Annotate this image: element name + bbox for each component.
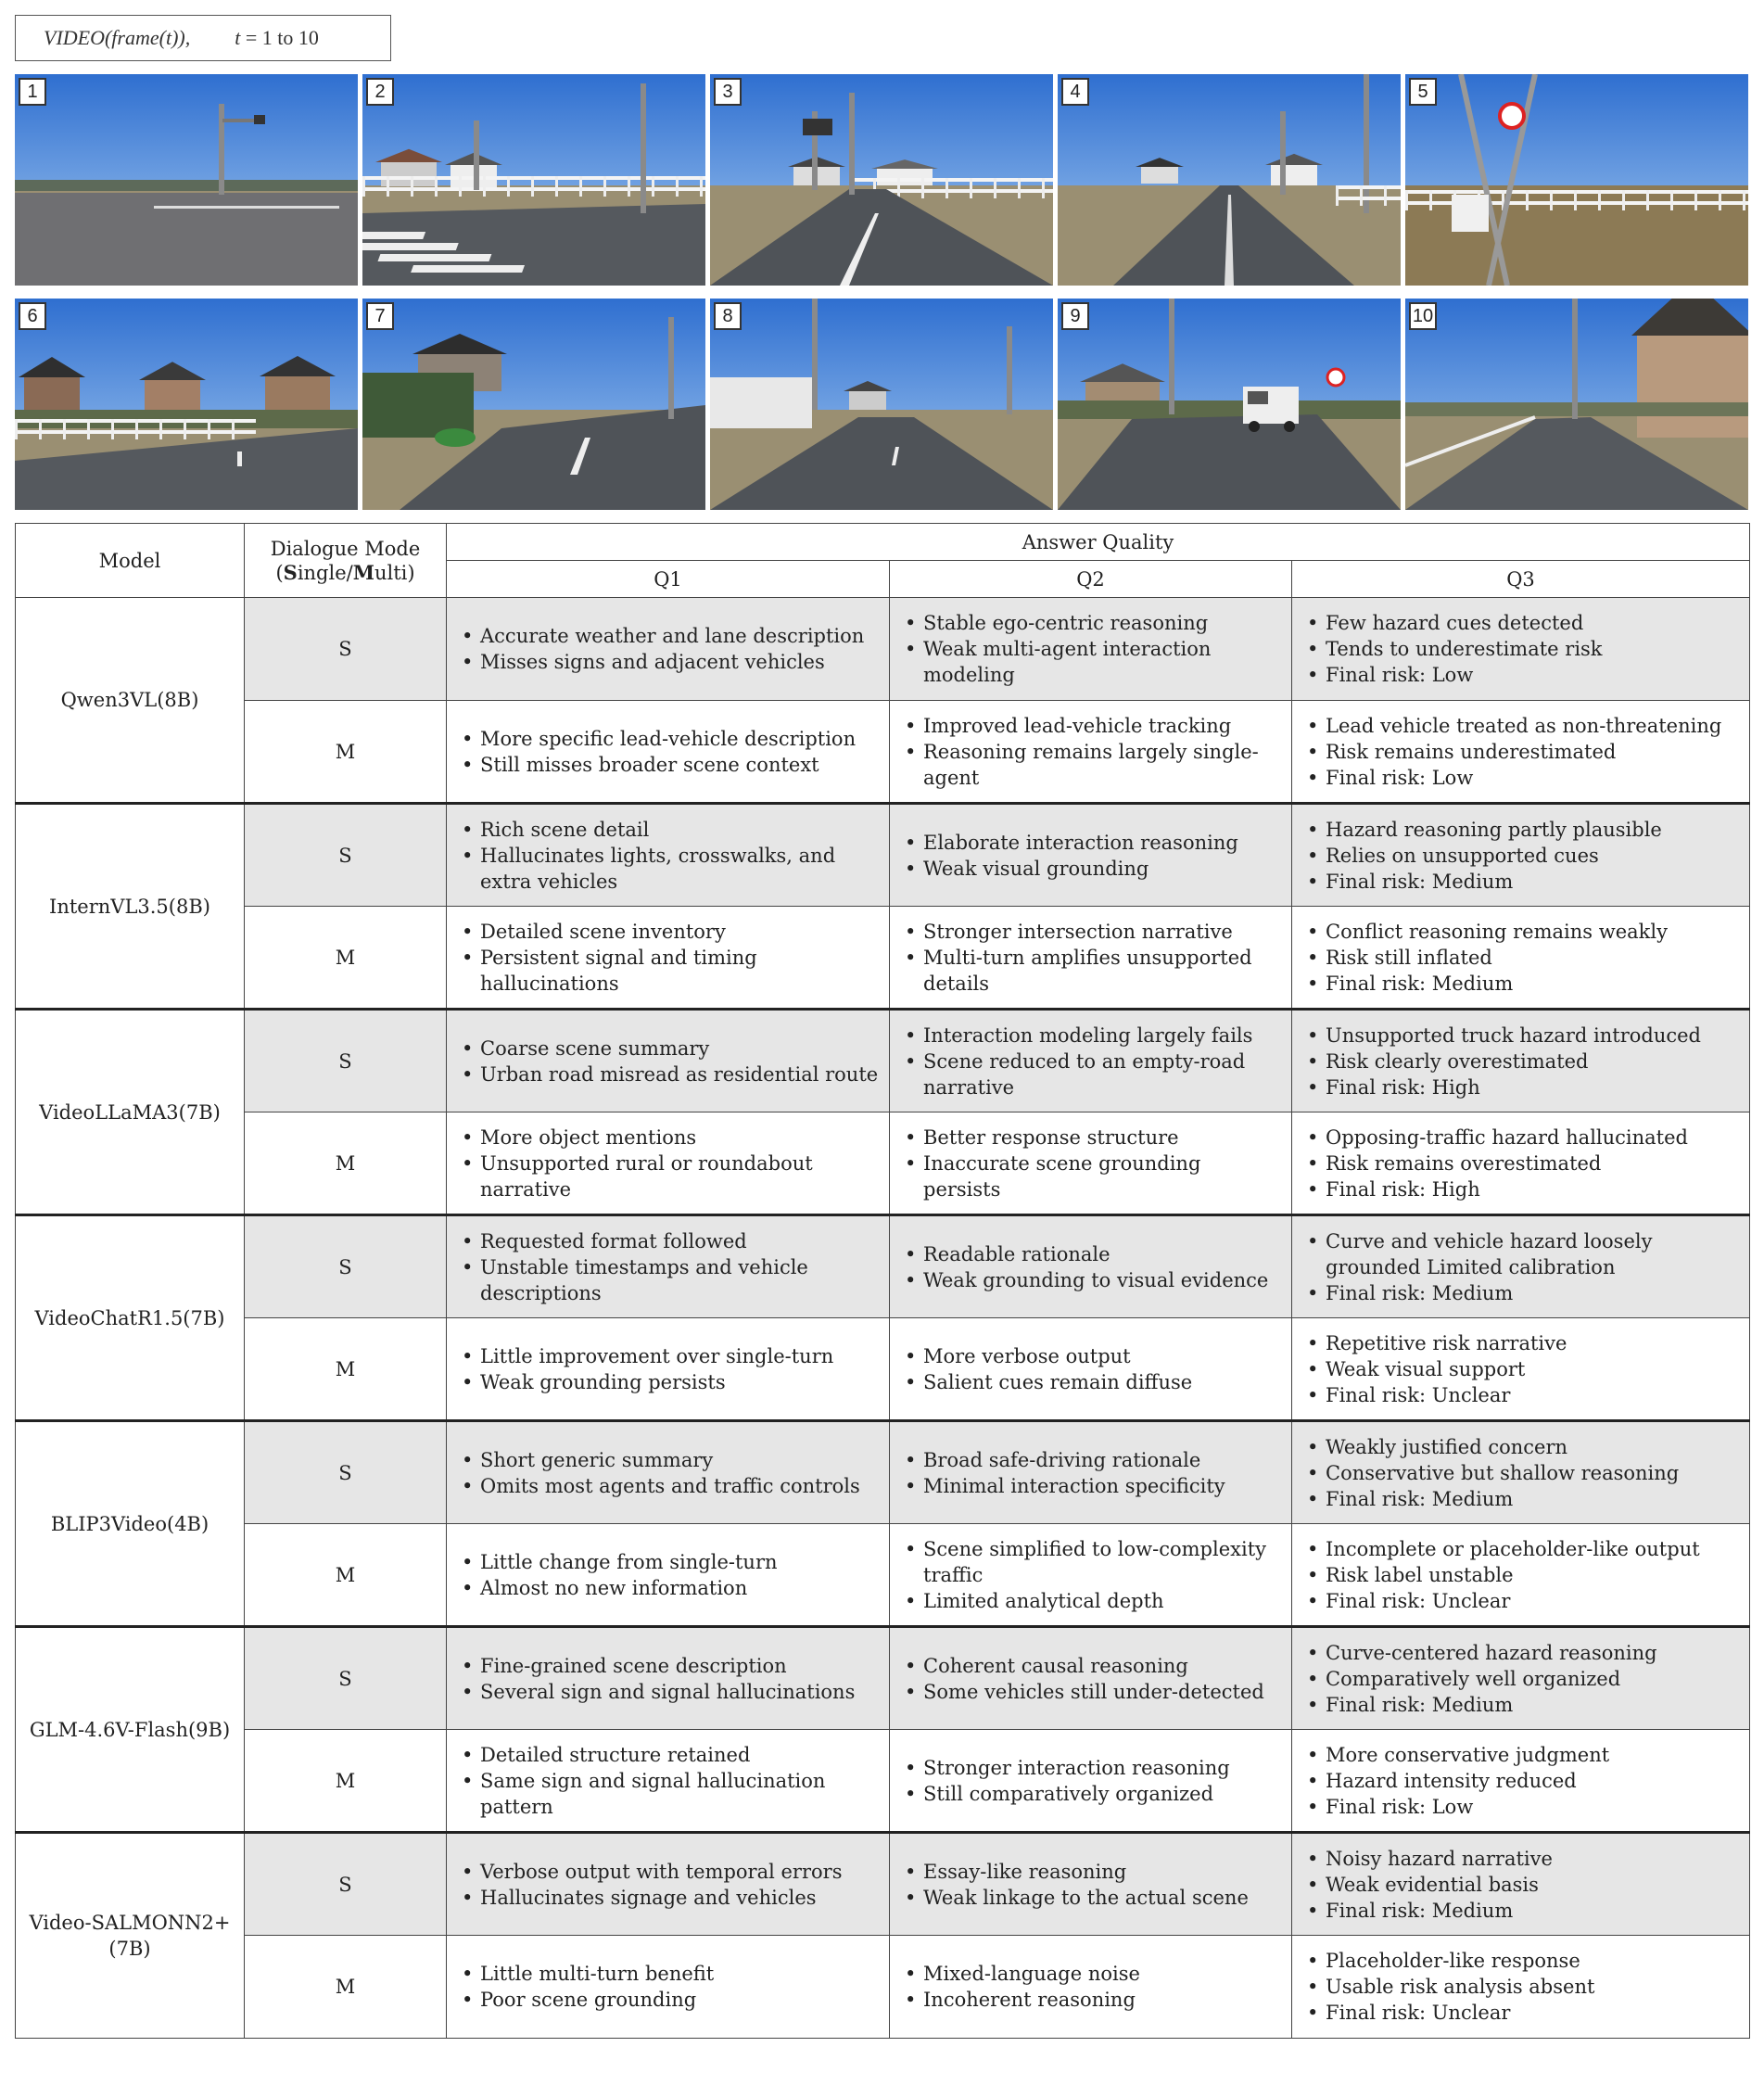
q2-cell xyxy=(890,1010,1292,1112)
bullet-list xyxy=(458,1859,880,1911)
bullet-item: • Several sign and signal hallucinations xyxy=(458,1679,880,1705)
bullet-list xyxy=(901,1023,1282,1100)
q3-cell xyxy=(1292,1421,1750,1524)
q1-cell xyxy=(447,1730,890,1833)
q1-cell xyxy=(447,1318,890,1421)
frame-image xyxy=(362,74,705,286)
bullet-item: • Scene reduced to an empty-road narrative xyxy=(901,1049,1282,1100)
frame-number: 8 xyxy=(714,302,742,330)
q1-cell xyxy=(447,1627,890,1730)
bullet-item: • Same sign and signal hallucination pattern xyxy=(458,1768,880,1820)
bullet-item: • Incoherent reasoning xyxy=(901,1987,1282,2013)
bullet-item: • Coherent causal reasoning xyxy=(901,1653,1282,1679)
dialogue-mode: M xyxy=(245,701,447,804)
bullet-item: • Accurate weather and lane description xyxy=(458,623,880,649)
bullet-item: • Weak grounding to visual evidence xyxy=(901,1267,1282,1293)
dialogue-mode: S xyxy=(245,804,447,907)
bullet-item: • Fine-grained scene description xyxy=(458,1653,880,1679)
bullet-list xyxy=(1303,919,1740,997)
frame-number: 4 xyxy=(1061,78,1089,106)
bullet-item: • Minimal interaction specificity xyxy=(901,1473,1282,1499)
bullet-item: • Short generic summary xyxy=(458,1447,880,1473)
bullet-list xyxy=(901,713,1282,791)
bullet-item: • Weak linkage to the actual scene xyxy=(901,1885,1282,1911)
bullet-list xyxy=(458,1036,880,1087)
model-name: GLM-4.6V-Flash(9B) xyxy=(16,1627,245,1833)
bullet-item: • Final risk: Low xyxy=(1303,1794,1740,1820)
bullet-item: • Unsupported rural or roundabout narrative xyxy=(458,1151,880,1202)
frame-number: 6 xyxy=(19,302,46,330)
q3-cell xyxy=(1292,1730,1750,1833)
bullet-list xyxy=(1303,1846,1740,1924)
bullet-item: • Final risk: Unclear xyxy=(1303,1588,1740,1614)
q2-cell xyxy=(890,701,1292,804)
frame-image xyxy=(1058,299,1401,510)
bullet-item: • Hazard intensity reduced xyxy=(1303,1768,1740,1794)
table-row xyxy=(16,1936,1750,2039)
bullet-list xyxy=(458,817,880,895)
bullet-item: • Few hazard cues detected xyxy=(1303,610,1740,636)
q1-cell xyxy=(447,1421,890,1524)
bullet-list xyxy=(458,1228,880,1306)
bullet-item: • Final risk: Medium xyxy=(1303,1486,1740,1512)
video-frame xyxy=(1058,74,1401,286)
frame-number: 10 xyxy=(1409,302,1437,330)
table-row xyxy=(16,1524,1750,1627)
frame-number: 2 xyxy=(366,78,394,106)
table-row xyxy=(16,804,1750,907)
bullet-list xyxy=(1303,1536,1740,1614)
bullet-list xyxy=(901,1961,1282,2013)
table-row xyxy=(16,1627,1750,1730)
bullet-item: • Readable rationale xyxy=(901,1241,1282,1267)
bullet-item: • Usable risk analysis absent xyxy=(1303,1974,1740,2000)
model-name: Video-SALMONN2+(7B) xyxy=(16,1833,245,2039)
bullet-item: • Scene simplified to low-complexity traffic xyxy=(901,1536,1282,1588)
q3-cell xyxy=(1292,1627,1750,1730)
header-q2: Q2 xyxy=(890,561,1292,598)
bullet-item: • Risk remains overestimated xyxy=(1303,1151,1740,1176)
bullet-list xyxy=(458,1125,880,1202)
q3-cell xyxy=(1292,1010,1750,1112)
header-dialogue-mode: Dialogue Mode (Single/Multi) xyxy=(245,524,447,598)
bullet-item: • Little improvement over single-turn xyxy=(458,1343,880,1369)
video-frame xyxy=(710,74,1053,286)
bullet-item: • Essay-like reasoning xyxy=(901,1859,1282,1885)
bullet-item: • Comparatively well organized xyxy=(1303,1666,1740,1692)
bullet-item: • Still misses broader scene context xyxy=(458,752,880,778)
bullet-list xyxy=(901,919,1282,997)
bullet-item: • Broad safe-driving rationale xyxy=(901,1447,1282,1473)
bullet-item: • Improved lead-vehicle tracking xyxy=(901,713,1282,739)
bullet-item: • Almost no new information xyxy=(458,1575,880,1601)
bullet-list xyxy=(1303,1023,1740,1100)
q1-cell xyxy=(447,1112,890,1215)
bullet-list xyxy=(1303,1330,1740,1408)
bullet-item: • Stronger intersection narrative xyxy=(901,919,1282,945)
bullet-item: • Poor scene grounding xyxy=(458,1987,880,2013)
q1-cell xyxy=(447,1215,890,1318)
bullet-item: • Lead vehicle treated as non-threatening xyxy=(1303,713,1740,739)
header-q1: Q1 xyxy=(447,561,890,598)
comparison-table xyxy=(15,523,1750,2039)
table-row xyxy=(16,1833,1750,1936)
bullet-item: • More specific lead-vehicle description xyxy=(458,726,880,752)
bullet-item: • Risk label unstable xyxy=(1303,1562,1740,1588)
bullet-list xyxy=(901,1653,1282,1705)
video-formula xyxy=(15,15,391,61)
table-row xyxy=(16,907,1750,1010)
q2-cell xyxy=(890,1936,1292,2039)
bullet-item: • Stronger interaction reasoning xyxy=(901,1755,1282,1781)
bullet-list xyxy=(901,1343,1282,1395)
frame-image xyxy=(362,299,705,510)
bullet-list xyxy=(901,1125,1282,1202)
bullet-item: • More object mentions xyxy=(458,1125,880,1151)
bullet-item: • Requested format followed xyxy=(458,1228,880,1254)
bullet-item: • Hazard reasoning partly plausible xyxy=(1303,817,1740,843)
bullet-item: • Final risk: Medium xyxy=(1303,869,1740,895)
bullet-item: • Weak multi-agent interaction modeling xyxy=(901,636,1282,688)
q3-cell xyxy=(1292,701,1750,804)
q3-cell xyxy=(1292,598,1750,701)
bullet-list xyxy=(901,1241,1282,1293)
dialogue-mode: M xyxy=(245,1936,447,2039)
q2-cell xyxy=(890,1112,1292,1215)
q2-cell xyxy=(890,1730,1292,1833)
bullet-list xyxy=(901,830,1282,882)
frame-number: 9 xyxy=(1061,302,1089,330)
q3-cell xyxy=(1292,907,1750,1010)
dialogue-mode: S xyxy=(245,1215,447,1318)
q1-cell xyxy=(447,804,890,907)
bullet-item: • Hallucinates lights, crosswalks, and extra vehicles xyxy=(458,843,880,895)
dialogue-mode: M xyxy=(245,1730,447,1833)
q2-cell xyxy=(890,1318,1292,1421)
q2-cell xyxy=(890,804,1292,907)
q1-cell xyxy=(447,1833,890,1936)
header-model: Model xyxy=(16,524,245,598)
bullet-item: • Coarse scene summary xyxy=(458,1036,880,1062)
q3-cell xyxy=(1292,1833,1750,1936)
bullet-list xyxy=(901,1536,1282,1614)
bullet-item: • Urban road misread as residential route xyxy=(458,1062,880,1087)
frame-image xyxy=(710,74,1053,286)
table-row xyxy=(16,1421,1750,1524)
bullet-list xyxy=(1303,1228,1740,1306)
bullet-item: • Limited analytical depth xyxy=(901,1588,1282,1614)
q3-cell xyxy=(1292,1112,1750,1215)
frame-image xyxy=(1405,74,1748,286)
frame-number: 3 xyxy=(714,78,742,106)
bullet-item: • Some vehicles still under-detected xyxy=(901,1679,1282,1705)
bullet-item: • Final risk: Medium xyxy=(1303,1898,1740,1924)
bullet-item: • Detailed scene inventory xyxy=(458,919,880,945)
bullet-list xyxy=(1303,1948,1740,2026)
bullet-item: • Rich scene detail xyxy=(458,817,880,843)
frame-number: 5 xyxy=(1409,78,1437,106)
bullet-item: • Better response structure xyxy=(901,1125,1282,1151)
header-q3: Q3 xyxy=(1292,561,1750,598)
video-frame xyxy=(15,74,358,286)
table-row xyxy=(16,1730,1750,1833)
bullet-item: • Tends to underestimate risk xyxy=(1303,636,1740,662)
frame-image xyxy=(1405,299,1748,510)
video-frame xyxy=(362,74,705,286)
video-frame xyxy=(1058,299,1401,510)
bullet-item: • Weak evidential basis xyxy=(1303,1872,1740,1898)
bullet-item: • Final risk: High xyxy=(1303,1074,1740,1100)
table-row xyxy=(16,598,1750,701)
model-name: VideoChatR1.5(7B) xyxy=(16,1215,245,1421)
bullet-item: • Risk still inflated xyxy=(1303,945,1740,971)
q1-cell xyxy=(447,907,890,1010)
bullet-item: • Mixed-language noise xyxy=(901,1961,1282,1987)
dialogue-mode: M xyxy=(245,1318,447,1421)
bullet-item: • Unsupported truck hazard introduced xyxy=(1303,1023,1740,1049)
q2-cell xyxy=(890,907,1292,1010)
bullet-item: • Conflict reasoning remains weakly xyxy=(1303,919,1740,945)
q3-cell xyxy=(1292,1936,1750,2039)
bullet-item: • Relies on unsupported cues xyxy=(1303,843,1740,869)
video-frame xyxy=(362,299,705,510)
q2-cell xyxy=(890,1421,1292,1524)
q3-cell xyxy=(1292,1524,1750,1627)
frame-image xyxy=(15,74,358,286)
bullet-item: • Curve-centered hazard reasoning xyxy=(1303,1640,1740,1666)
bullet-item: • Final risk: Low xyxy=(1303,765,1740,791)
model-name: VideoLLaMA3(7B) xyxy=(16,1010,245,1215)
frame-number: 1 xyxy=(19,78,46,106)
bullet-item: • Final risk: Medium xyxy=(1303,1692,1740,1718)
q2-cell xyxy=(890,1833,1292,1936)
bullet-list xyxy=(458,919,880,997)
bullet-item: • Noisy hazard narrative xyxy=(1303,1846,1740,1872)
bullet-item: • Final risk: Unclear xyxy=(1303,2000,1740,2026)
dialogue-mode: M xyxy=(245,1112,447,1215)
bullet-item: • Final risk: Medium xyxy=(1303,1280,1740,1306)
dialogue-mode: M xyxy=(245,1524,447,1627)
model-name: Qwen3VL(8B) xyxy=(16,598,245,804)
video-frame xyxy=(1405,74,1748,286)
video-frame xyxy=(710,299,1053,510)
formula-range: t = 1 to 10 xyxy=(235,26,319,49)
bullet-item: • Final risk: Medium xyxy=(1303,971,1740,997)
bullet-item: • Little change from single-turn xyxy=(458,1549,880,1575)
bullet-item: • Weak grounding persists xyxy=(458,1369,880,1395)
q2-cell xyxy=(890,1627,1292,1730)
header-answer-quality: Answer Quality xyxy=(447,524,1750,561)
bullet-list xyxy=(458,1961,880,2013)
bullet-list xyxy=(901,1447,1282,1499)
bullet-item: • Placeholder-like response xyxy=(1303,1948,1740,1974)
bullet-item: • More conservative judgment xyxy=(1303,1742,1740,1768)
bullet-item: • Curve and vehicle hazard loosely grounded Limited calibration xyxy=(1303,1228,1740,1280)
bullet-item: • Reasoning remains largely single-agent xyxy=(901,739,1282,791)
model-name: InternVL3.5(8B) xyxy=(16,804,245,1010)
bullet-item: • Hallucinates signage and vehicles xyxy=(458,1885,880,1911)
dialogue-mode: S xyxy=(245,1833,447,1936)
bullet-item: • Detailed structure retained xyxy=(458,1742,880,1768)
q2-cell xyxy=(890,1524,1292,1627)
bullet-list xyxy=(458,1447,880,1499)
frame-image xyxy=(1058,74,1401,286)
video-frame xyxy=(1405,299,1748,510)
frame-number: 7 xyxy=(366,302,394,330)
bullet-item: • Verbose output with temporal errors xyxy=(458,1859,880,1885)
q1-cell xyxy=(447,701,890,804)
bullet-item: • Final risk: Unclear xyxy=(1303,1382,1740,1408)
frame-image xyxy=(710,299,1053,510)
table-row xyxy=(16,1318,1750,1421)
bullet-list xyxy=(458,726,880,778)
q1-cell xyxy=(447,1524,890,1627)
bullet-item: • Stable ego-centric reasoning xyxy=(901,610,1282,636)
table-row xyxy=(16,1112,1750,1215)
bullet-item: • Weak visual support xyxy=(1303,1356,1740,1382)
bullet-item: • Interaction modeling largely fails xyxy=(901,1023,1282,1049)
q2-cell xyxy=(890,1215,1292,1318)
table-row xyxy=(16,1010,1750,1112)
formula-left: VIDEO(frame(t)), xyxy=(44,26,191,49)
bullet-item: • Salient cues remain diffuse xyxy=(901,1369,1282,1395)
bullet-item: • Misses signs and adjacent vehicles xyxy=(458,649,880,675)
bullet-list xyxy=(1303,610,1740,688)
bullet-list xyxy=(458,1653,880,1705)
bullet-item: • Inaccurate scene grounding persists xyxy=(901,1151,1282,1202)
frame-image xyxy=(15,299,358,510)
bullet-list xyxy=(901,610,1282,688)
bullet-list xyxy=(1303,1742,1740,1820)
bullet-item: • Still comparatively organized xyxy=(901,1781,1282,1807)
bullet-item: • Omits most agents and traffic controls xyxy=(458,1473,880,1499)
q3-cell xyxy=(1292,1318,1750,1421)
bullet-item: • Risk remains underestimated xyxy=(1303,739,1740,765)
bullet-list xyxy=(1303,1125,1740,1202)
bullet-item: • Unstable timestamps and vehicle descriptions xyxy=(458,1254,880,1306)
bullet-list xyxy=(901,1859,1282,1911)
q3-cell xyxy=(1292,804,1750,907)
q1-cell xyxy=(447,598,890,701)
q2-cell xyxy=(890,598,1292,701)
bullet-item: • Conservative but shallow reasoning xyxy=(1303,1460,1740,1486)
bullet-item: • Opposing-traffic hazard hallucinated xyxy=(1303,1125,1740,1151)
frame-strip xyxy=(15,74,1748,512)
model-name: BLIP3Video(4B) xyxy=(16,1421,245,1627)
bullet-item: • More verbose output xyxy=(901,1343,1282,1369)
bullet-item: • Final risk: High xyxy=(1303,1176,1740,1202)
bullet-item: • Multi-turn amplifies unsupported details xyxy=(901,945,1282,997)
bullet-list xyxy=(1303,817,1740,895)
dialogue-mode: S xyxy=(245,598,447,701)
bullet-list xyxy=(458,623,880,675)
bullet-item: • Elaborate interaction reasoning xyxy=(901,830,1282,856)
bullet-list xyxy=(1303,1640,1740,1718)
bullet-item: • Weakly justified concern xyxy=(1303,1434,1740,1460)
bullet-list xyxy=(458,1343,880,1395)
bullet-list xyxy=(1303,1434,1740,1512)
bullet-item: • Repetitive risk narrative xyxy=(1303,1330,1740,1356)
table-row xyxy=(16,1215,1750,1318)
dialogue-mode: M xyxy=(245,907,447,1010)
video-frame xyxy=(15,299,358,510)
table-row xyxy=(16,701,1750,804)
bullet-item: • Weak visual grounding xyxy=(901,856,1282,882)
q3-cell xyxy=(1292,1215,1750,1318)
bullet-list xyxy=(458,1549,880,1601)
dialogue-mode: S xyxy=(245,1010,447,1112)
dialogue-mode: S xyxy=(245,1627,447,1730)
bullet-list xyxy=(1303,713,1740,791)
bullet-list xyxy=(458,1742,880,1820)
q1-cell xyxy=(447,1936,890,2039)
bullet-item: • Incomplete or placeholder-like output xyxy=(1303,1536,1740,1562)
bullet-item: • Persistent signal and timing hallucinations xyxy=(458,945,880,997)
bullet-item: • Little multi-turn benefit xyxy=(458,1961,880,1987)
q1-cell xyxy=(447,1010,890,1112)
bullet-item: • Final risk: Low xyxy=(1303,662,1740,688)
bullet-list xyxy=(901,1755,1282,1807)
dialogue-mode: S xyxy=(245,1421,447,1524)
bullet-item: • Risk clearly overestimated xyxy=(1303,1049,1740,1074)
